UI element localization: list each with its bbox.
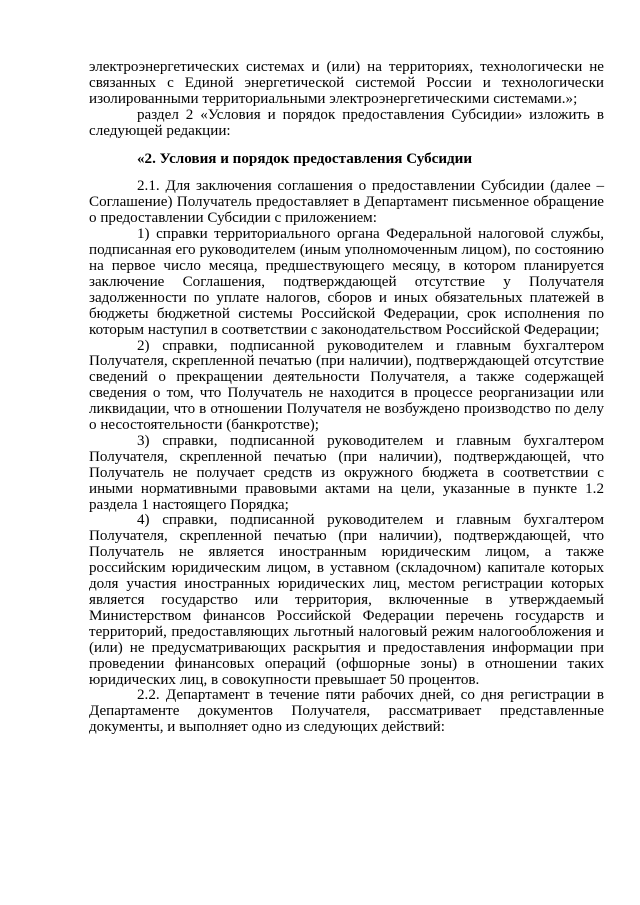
list-item-4: 4) справки, подписанной руководителем и главным бухгалтером Получателя, скрепленной печатью (при наличии), подтверждающей, что Получатель не является иностранным юридическим лицом, а также российским юридическим лицом, в уставном (складочном) капитале которых доля участия иностранных юридических лиц, местом регистрации которых является государство или территория, включенные в утверждаемый Министерством финансов Российской Федерации перечень государств и территорий, предоставляющих льготный налоговый режим налогообложения и (или) не предусматривающих раскрытия и предоставления информации при проведении финансовых операций (офшорные зоны) в отношении таких юридических лиц, в совокупности превышает 50 процентов. <box>89 512 604 688</box>
list-item-3: 3) справки, подписанной руководителем и главным бухгалтером Получателя, скрепленной печатью (при наличии), подтверждающей, что Получатель не получает средств из окружного бюджета в соответствии с иными нормативными правовыми актами на цели, указанные в пункте 1.2 раздела 1 настоящего Порядка; <box>89 432 604 513</box>
paragraph-continuation: электроэнергетических системах и (или) на территориях, технологически не связанных с Единой энергетической системой России и технологически изолированными территориальными электроэнергетическими системами.»; <box>89 59 604 107</box>
section-heading: «2. Условия и порядок предоставления Субсидии <box>137 150 473 167</box>
paragraph-2-1: 2.1. Для заключения соглашения о предоставлении Субсидии (далее – Соглашение) Получатель предоставляет в Департамент письменное обращение о предоставлении Субсидии с приложением: <box>89 178 604 227</box>
list-item-2: 2) справки, подписанной руководителем и главным бухгалтером Получателя, скрепленной печатью (при наличии), подтверждающей отсутствие сведений о прекращении деятельности Получателя, а также содержащей сведения о том, что Получатель не находится в процессе реорганизации или ликвидации, что в отношении Получателя не возбуждено производство по делу о несостоятельности (банкротстве); <box>89 337 604 434</box>
document-page <box>89 60 604 736</box>
list-item-1: 1) справки территориального органа Федеральной налоговой службы, подписанная его руководителем (иным уполномоченным лицом), по состоянию на первое число месяца, предшествующего месяцу, в котором планируется заключение Соглашения, подтверждающей отсутствие у Получателя задолженности по уплате налогов, сборов и иных обязательных платежей в бюджеты бюджетной системы Российской Федерации, срок исполнения по которым наступил в соответствии с законодательством Российской Федерации; <box>89 226 604 338</box>
paragraph-amendment-intro: раздел 2 «Условия и порядок предоставления Субсидии» изложить в следующей редакции: <box>89 106 604 139</box>
paragraph-2-2: 2.2. Департамент в течение пяти рабочих дней, со дня регистрации в Департаменте документов Получателя, рассматривает представленные документы, и выполняет одно из следующих действий: <box>89 687 604 736</box>
